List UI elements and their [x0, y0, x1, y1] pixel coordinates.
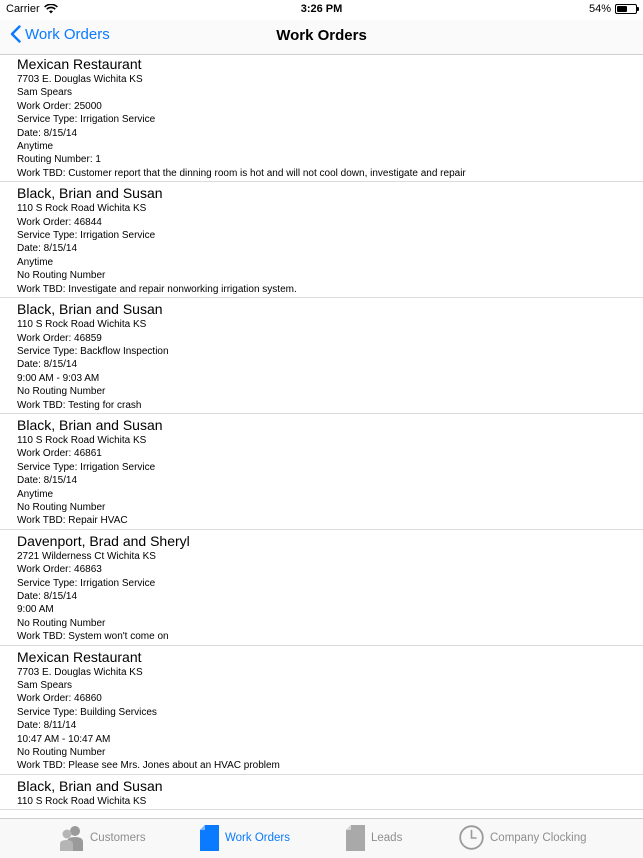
- work-order-detail-line: 10:47 AM - 10:47 AM: [17, 733, 111, 745]
- work-order-detail-line: 110 S Rock Road Wichita KS: [17, 319, 147, 331]
- work-order-detail-line: 110 S Rock Road Wichita KS: [17, 434, 147, 446]
- tab-bar: [0, 818, 643, 858]
- battery-percent: 54%: [588, 3, 611, 15]
- tab-work-orders-label: Work Orders: [225, 832, 290, 844]
- work-order-list[interactable]: [0, 55, 643, 818]
- list-item[interactable]: [0, 775, 643, 810]
- work-order-detail-line: 9:00 AM: [17, 604, 54, 616]
- list-item[interactable]: [0, 55, 643, 182]
- work-order-detail-line: No Routing Number: [17, 747, 106, 759]
- work-order-detail-line: Work TBD: Please see Mrs. Jones about an HVAC problem: [17, 760, 280, 772]
- work-order-detail-line: No Routing Number: [17, 617, 106, 629]
- work-order-customer-name: Black, Brian and Susan: [17, 777, 163, 794]
- work-order-detail-line: Work TBD: Repair HVAC: [17, 515, 128, 527]
- work-order-detail-line: Date: 8/15/14: [17, 243, 78, 255]
- work-order-detail-line: No Routing Number: [17, 501, 106, 513]
- clock-icon: [459, 825, 484, 850]
- list-item[interactable]: [0, 646, 643, 775]
- work-order-detail-line: 110 S Rock Road Wichita KS: [17, 795, 147, 807]
- work-order-detail-line: Work Order: 25000: [17, 100, 102, 112]
- work-order-detail-line: Sam Spears: [17, 87, 73, 99]
- work-order-detail-line: No Routing Number: [17, 270, 106, 282]
- work-order-detail-line: Service Type: Irrigation Service: [17, 230, 156, 242]
- status-right: [589, 3, 637, 15]
- tab-company-clocking-label: Company Clocking: [490, 831, 587, 844]
- work-order-detail-line: Work Order: 46859: [17, 332, 102, 344]
- battery-fill: [617, 6, 627, 12]
- work-order-detail-line: 7703 E. Douglas Wichita KS: [17, 666, 143, 678]
- tab-work-orders[interactable]: [200, 825, 290, 851]
- work-order-detail-line: Work TBD: System won't come on: [17, 631, 169, 643]
- work-order-detail-line: Anytime: [17, 141, 54, 153]
- work-order-detail-line: 2721 Wilderness Ct Wichita KS: [17, 550, 156, 562]
- work-order-detail-line: Anytime: [17, 256, 54, 268]
- work-order-detail-line: Work TBD: Testing for crash: [17, 399, 142, 411]
- work-order-detail-line: Anytime: [17, 488, 54, 500]
- work-order-detail-line: Sam Spears: [17, 680, 73, 692]
- work-order-customer-name: Mexican Restaurant: [17, 56, 142, 72]
- work-order-detail-line: Service Type: Backflow Inspection: [17, 345, 169, 357]
- tab-leads-label: Leads: [371, 832, 403, 844]
- tab-customers-label: Customers: [90, 832, 146, 844]
- status-time: 3:26 PM: [300, 3, 343, 15]
- work-order-customer-name: Black, Brian and Susan: [17, 416, 163, 433]
- work-order-detail-line: Work TBD: Investigate and repair nonworking irrigation system.: [17, 283, 297, 295]
- work-order-detail-line: No Routing Number: [17, 386, 106, 398]
- work-order-detail-line: 7703 E. Douglas Wichita KS: [17, 74, 143, 85]
- work-order-detail-line: Date: 8/15/14: [17, 475, 78, 487]
- leads-icon: [346, 825, 365, 851]
- work-order-detail-line: Work Order: 46861: [17, 448, 102, 460]
- navigation-bar: [0, 20, 643, 55]
- work-order-detail-line: Service Type: Irrigation Service: [17, 114, 156, 126]
- work-order-detail-line: Work TBD: Customer report that the dinning room is hot and will not cool down, investigate and repair: [17, 167, 466, 179]
- work-order-detail-line: Service Type: Irrigation Service: [17, 577, 156, 589]
- work-order-customer-name: Mexican Restaurant: [17, 648, 142, 665]
- work-order-detail-line: Date: 8/15/14: [17, 127, 78, 139]
- work-order-detail-line: Date: 8/11/14: [17, 720, 77, 732]
- work-order-detail-line: Date: 8/15/14: [17, 359, 78, 371]
- work-order-detail-line: Work Order: 46860: [17, 693, 102, 705]
- list-item[interactable]: [0, 414, 643, 530]
- work-order-detail-line: 110 S Rock Road Wichita KS: [17, 203, 147, 215]
- customers-icon: [60, 825, 84, 851]
- work-orders-icon: [200, 825, 219, 851]
- battery-icon: [615, 4, 637, 14]
- work-order-detail-line: Work Order: 46844: [17, 216, 102, 228]
- work-order-customer-name: Davenport, Brad and Sheryl: [17, 532, 190, 549]
- tab-company-clocking[interactable]: [459, 825, 587, 850]
- work-order-customer-name: Black, Brian and Susan: [17, 185, 163, 202]
- work-order-detail-line: Routing Number: 1: [17, 154, 101, 166]
- back-button-label: Work Orders: [25, 25, 110, 43]
- tab-customers[interactable]: [60, 825, 146, 851]
- work-order-detail-line: Service Type: Building Services: [17, 706, 157, 718]
- tab-leads[interactable]: [346, 825, 402, 851]
- list-item[interactable]: [0, 530, 643, 646]
- list-item[interactable]: [0, 298, 643, 414]
- status-bar: [0, 0, 643, 20]
- work-order-detail-line: Service Type: Irrigation Service: [17, 461, 156, 473]
- work-order-detail-line: 9:00 AM - 9:03 AM: [17, 372, 100, 384]
- work-order-customer-name: Black, Brian and Susan: [17, 301, 163, 318]
- work-order-detail-line: Work Order: 46863: [17, 564, 102, 576]
- work-order-detail-line: Date: 8/15/14: [17, 591, 78, 602]
- list-item[interactable]: [0, 182, 643, 298]
- carrier-label: Carrier: [6, 3, 40, 15]
- page-title: Work Orders: [276, 27, 367, 44]
